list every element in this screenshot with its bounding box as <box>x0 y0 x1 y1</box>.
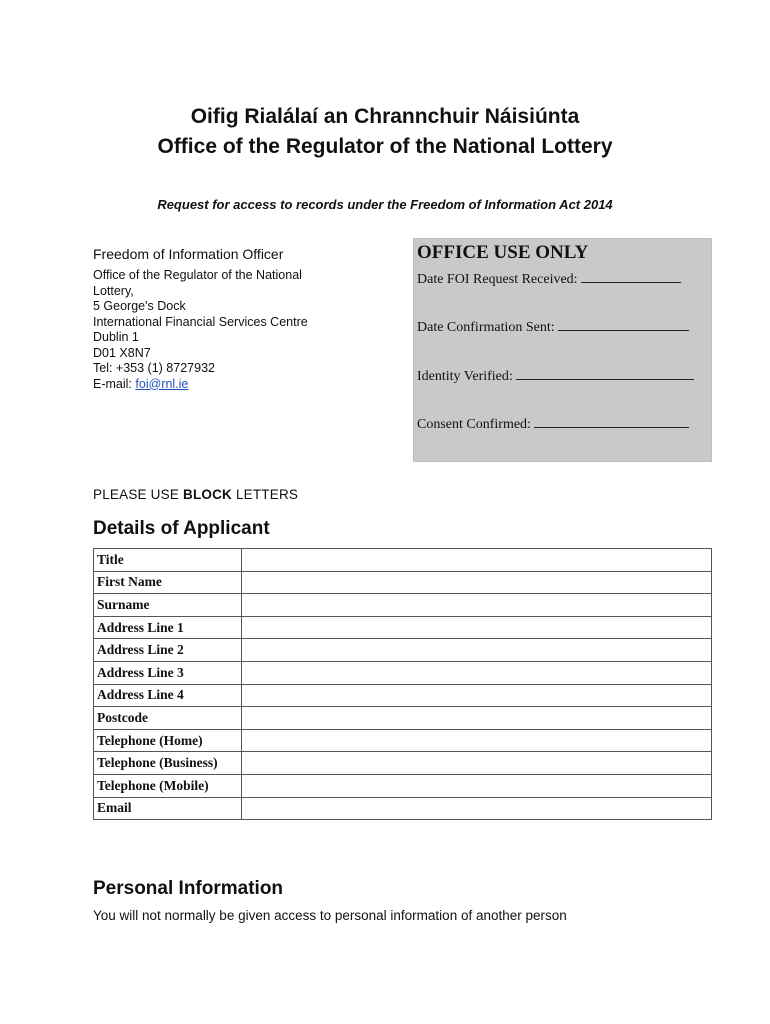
table-row <box>94 707 712 730</box>
title-english: Office of the Regulator of the National Lottery <box>157 135 613 158</box>
office-field-consent-confirmed <box>417 415 689 433</box>
row-input[interactable] <box>242 616 712 639</box>
address-line: International Financial Services Centre <box>93 314 308 329</box>
table-row <box>94 616 712 639</box>
row-input[interactable] <box>242 752 712 775</box>
office-field-identity-verified <box>417 367 694 385</box>
personal-heading: Personal Information <box>93 878 284 899</box>
officer-address-block <box>93 244 393 392</box>
signature-line <box>534 415 689 428</box>
row-input[interactable] <box>242 797 712 820</box>
row-input[interactable] <box>242 661 712 684</box>
row-label: Telephone (Business) <box>94 752 242 775</box>
address-line: D01 X8N7 <box>93 345 151 360</box>
table-row <box>94 639 712 662</box>
table-row <box>94 797 712 820</box>
address-line: Lottery, <box>93 283 134 298</box>
office-field-label: Identity Verified: <box>417 369 513 384</box>
office-use-box <box>413 238 712 462</box>
row-label: Telephone (Home) <box>94 729 242 752</box>
row-label: Address Line 1 <box>94 616 242 639</box>
applicant-details-table <box>93 548 712 820</box>
row-input[interactable] <box>242 594 712 617</box>
row-input[interactable] <box>242 571 712 594</box>
office-field-label: Date FOI Request Received: <box>417 272 578 287</box>
office-field-request-received <box>417 270 681 288</box>
row-label: Title <box>94 549 242 572</box>
row-label: Surname <box>94 594 242 617</box>
row-label: Address Line 3 <box>94 661 242 684</box>
row-label: Telephone (Mobile) <box>94 774 242 797</box>
row-input[interactable] <box>242 684 712 707</box>
table-row <box>94 684 712 707</box>
document-subtitle: Request for access to records under the Freedom of Information Act 2014 <box>157 197 613 212</box>
note-prefix: PLEASE USE <box>93 487 183 502</box>
row-input[interactable] <box>242 774 712 797</box>
block-letters-note <box>93 487 298 502</box>
table-row <box>94 661 712 684</box>
table-row <box>94 752 712 775</box>
address-line: Office of the Regulator of the National <box>93 268 302 282</box>
office-field-label: Consent Confirmed: <box>417 417 531 432</box>
signature-line <box>516 367 694 380</box>
row-input[interactable] <box>242 707 712 730</box>
row-label: Address Line 2 <box>94 639 242 662</box>
officer-title: Freedom of Information Officer <box>93 246 284 262</box>
row-input[interactable] <box>242 729 712 752</box>
signature-line <box>581 270 681 283</box>
row-input[interactable] <box>242 639 712 662</box>
address-line: Dublin 1 <box>93 330 139 344</box>
row-label: Address Line 4 <box>94 684 242 707</box>
row-label: Email <box>94 797 242 820</box>
applicant-heading: Details of Applicant <box>93 518 270 539</box>
row-input[interactable] <box>242 549 712 572</box>
table-row <box>94 549 712 572</box>
office-field-label: Date Confirmation Sent: <box>417 320 555 335</box>
email-label: E-mail: <box>93 376 132 391</box>
table-row <box>94 774 712 797</box>
table-row <box>94 571 712 594</box>
personal-note: You will not normally be given access to personal information of another person <box>93 908 567 923</box>
signature-line <box>558 318 689 331</box>
address-line: Tel: +353 (1) 8727932 <box>93 361 215 375</box>
note-suffix: LETTERS <box>232 487 299 502</box>
address-line: 5 George's Dock <box>93 299 186 313</box>
email-line <box>93 377 393 393</box>
office-use-title: OFFICE USE ONLY <box>417 242 589 263</box>
email-link[interactable]: foi@rnl.ie <box>135 376 189 391</box>
row-label: First Name <box>94 571 242 594</box>
office-field-confirmation-sent <box>417 318 689 336</box>
table-row <box>94 729 712 752</box>
row-label: Postcode <box>94 707 242 730</box>
note-emphasis: BLOCK <box>183 487 232 502</box>
title-irish: Oifig Rialálaí an Chrannchuir Náisiúnta <box>190 105 580 128</box>
table-row <box>94 594 712 617</box>
document-title <box>0 102 770 162</box>
